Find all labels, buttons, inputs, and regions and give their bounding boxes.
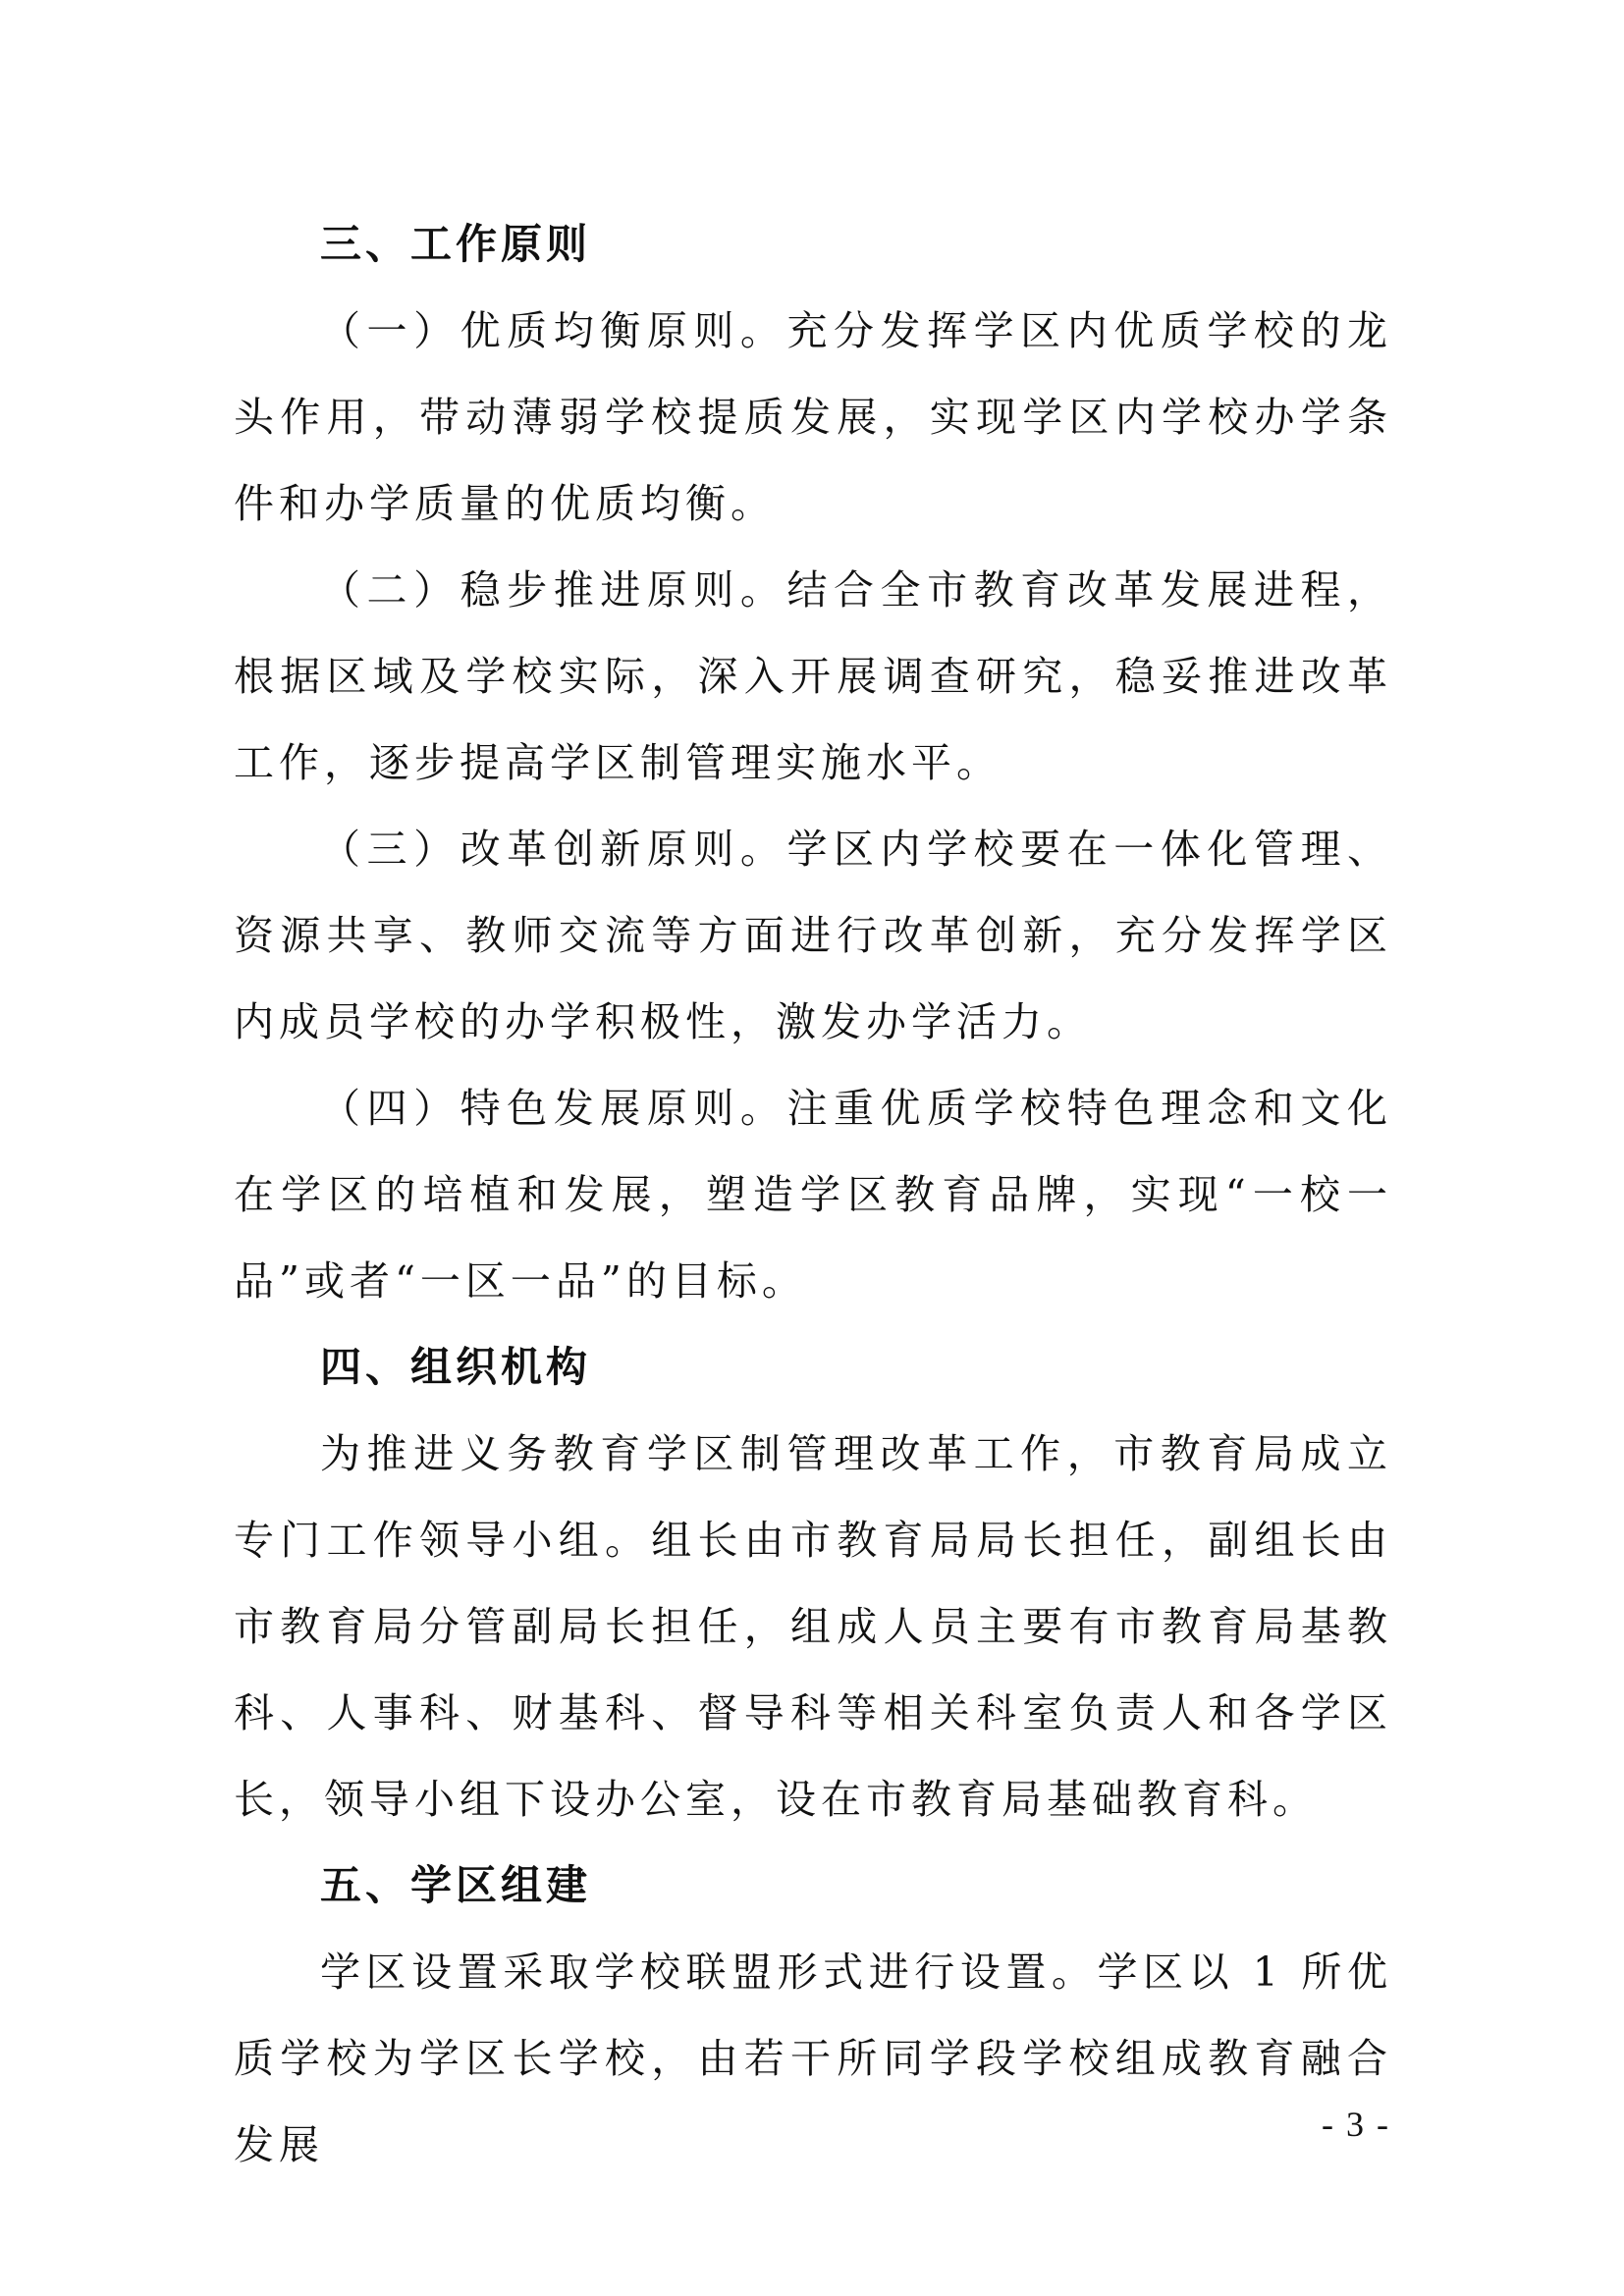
paragraph-featured-development: （四）特色发展原则。注重优质学校特色理念和文化在学区的培植和发展，塑造学区教育品牌，实现“一校一品”或者“一区一品”的目标。 — [234, 1085, 1392, 1305]
paragraph-district-formation: 学区设置采取学校联盟形式进行设置。学区以 1 所优质学校为学区长学校，由若干所同学段学校组成教育融合发展 — [234, 1949, 1392, 2168]
document-body — [234, 201, 1392, 2188]
section-heading-district-formation: 五、学区组建 — [320, 1861, 592, 1909]
paragraph-organization: 为推进义务教育学区制管理改革工作，市教育局成立专门工作领导小组。组长由市教育局局长担任，副组长由市教育局分管副局长担任，组成人员主要有市教育局基教科、人事科、财基科、督导科等相关科室负责人和各学区长，领导小组下设办公室，设在市教育局基础教育科。 — [234, 1430, 1392, 1823]
paragraph-reform-innovation: （三）改革创新原则。学区内学校要在一体化管理、资源共享、教师交流等方面进行改革创新，充分发挥学区内成员学校的办学积极性，激发办学活力。 — [234, 826, 1392, 1045]
section-heading-work-principles: 三、工作原则 — [320, 220, 592, 268]
paragraph-quality-balance: （一）优质均衡原则。充分发挥学区内优质学校的龙头作用，带动薄弱学校提质发展，实现学区内学校办学条件和办学质量的优质均衡。 — [234, 307, 1392, 527]
page-number: - 3 - — [1322, 2105, 1390, 2144]
section-heading-organization: 四、组织机构 — [320, 1343, 592, 1391]
paragraph-steady-progress: （二）稳步推进原则。结合全市教育改革发展进程，根据区域及学校实际，深入开展调查研究，稳妥推进改革工作，逐步提高学区制管理实施水平。 — [234, 566, 1392, 786]
